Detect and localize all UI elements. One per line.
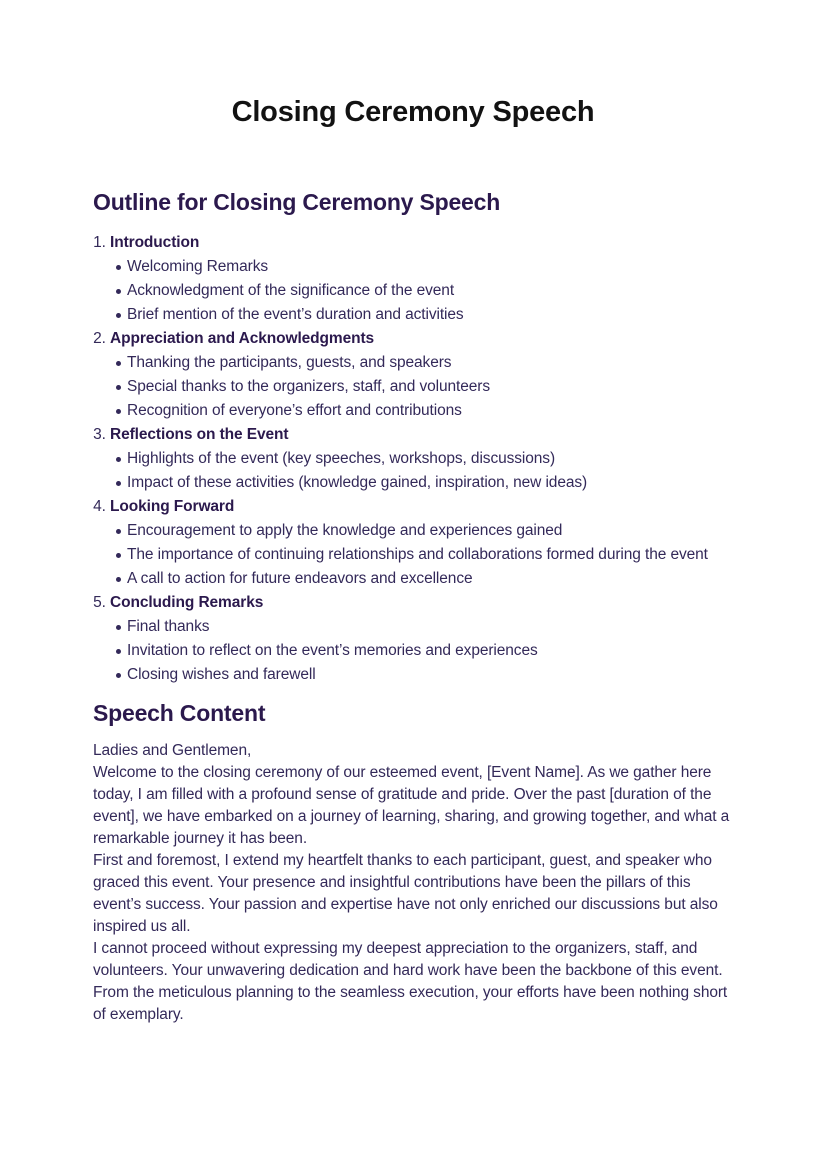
outline-heading: Outline for Closing Ceremony Speech bbox=[93, 189, 501, 215]
outline-sublist bbox=[110, 255, 733, 327]
outline-subitem: Closing wishes and farewell bbox=[127, 663, 733, 687]
outline-subitem: Highlights of the event (key speeches, workshops, discussions) bbox=[127, 447, 733, 471]
outline-subitem: Acknowledgment of the significance of the event bbox=[127, 279, 733, 303]
outline-sublist bbox=[110, 447, 733, 495]
speech-paragraph: I cannot proceed without expressing my deepest appreciation to the organizers, staff, and volunteers. Your unwavering dedication and hard work have been the backbone of this event. From the meticulous planning to the seamless execution, your efforts have been nothing short of exemplary. bbox=[93, 940, 728, 1023]
outline-sublist bbox=[110, 519, 733, 591]
outline-subitem: A call to action for future endeavors and excellence bbox=[127, 567, 733, 591]
speech-body bbox=[93, 740, 733, 1026]
speech-paragraph: Welcome to the closing ceremony of our esteemed event, [Event Name]. As we gather here today, I am filled with a profound sense of gratitude and pride. Over the past [duration of the event], we have embarked on a journey of learning, sharing, and growing together, and what a remarkable journey it has been. bbox=[93, 764, 730, 847]
outline-item bbox=[110, 327, 733, 423]
speech-paragraph: Ladies and Gentlemen, bbox=[93, 742, 252, 759]
document-title: Closing Ceremony Speech bbox=[231, 96, 595, 128]
outline-subitem: Impact of these activities (knowledge gained, inspiration, new ideas) bbox=[127, 471, 733, 495]
outline-subitem: Special thanks to the organizers, staff, and volunteers bbox=[127, 375, 733, 399]
outline-item-label: Reflections on the Event bbox=[110, 426, 289, 443]
outline-subitem: Thanking the participants, guests, and speakers bbox=[127, 351, 733, 375]
outline-sublist bbox=[110, 615, 733, 687]
outline-list bbox=[93, 231, 733, 687]
outline-subitem: Brief mention of the event’s duration and activities bbox=[127, 303, 733, 327]
outline-subitem: Final thanks bbox=[127, 615, 733, 639]
outline-subitem: The importance of continuing relationships and collaborations formed during the event bbox=[127, 543, 733, 567]
outline-item bbox=[110, 231, 733, 327]
outline-item bbox=[110, 495, 733, 591]
outline-item-label: Looking Forward bbox=[110, 498, 235, 515]
outline-item bbox=[110, 591, 733, 687]
speech-paragraph: First and foremost, I extend my heartfelt thanks to each participant, guest, and speaker who graced this event. Your presence and insightful contributions have been the pillars of this event’s success. Your passion and expertise have not only enriched our discussions but also inspired us all. bbox=[93, 852, 718, 935]
outline-subitem: Recognition of everyone’s effort and contributions bbox=[127, 399, 733, 423]
outline-subitem: Encouragement to apply the knowledge and experiences gained bbox=[127, 519, 733, 543]
outline-item-label: Appreciation and Acknowledgments bbox=[110, 330, 375, 347]
outline-sublist bbox=[110, 351, 733, 423]
outline-item-label: Concluding Remarks bbox=[110, 594, 264, 611]
outline-item bbox=[110, 423, 733, 495]
outline-subitem: Invitation to reflect on the event’s memories and experiences bbox=[127, 639, 733, 663]
outline-item-label: Introduction bbox=[110, 234, 200, 251]
outline-subitem: Welcoming Remarks bbox=[127, 255, 733, 279]
speech-content-heading: Speech Content bbox=[93, 700, 266, 726]
